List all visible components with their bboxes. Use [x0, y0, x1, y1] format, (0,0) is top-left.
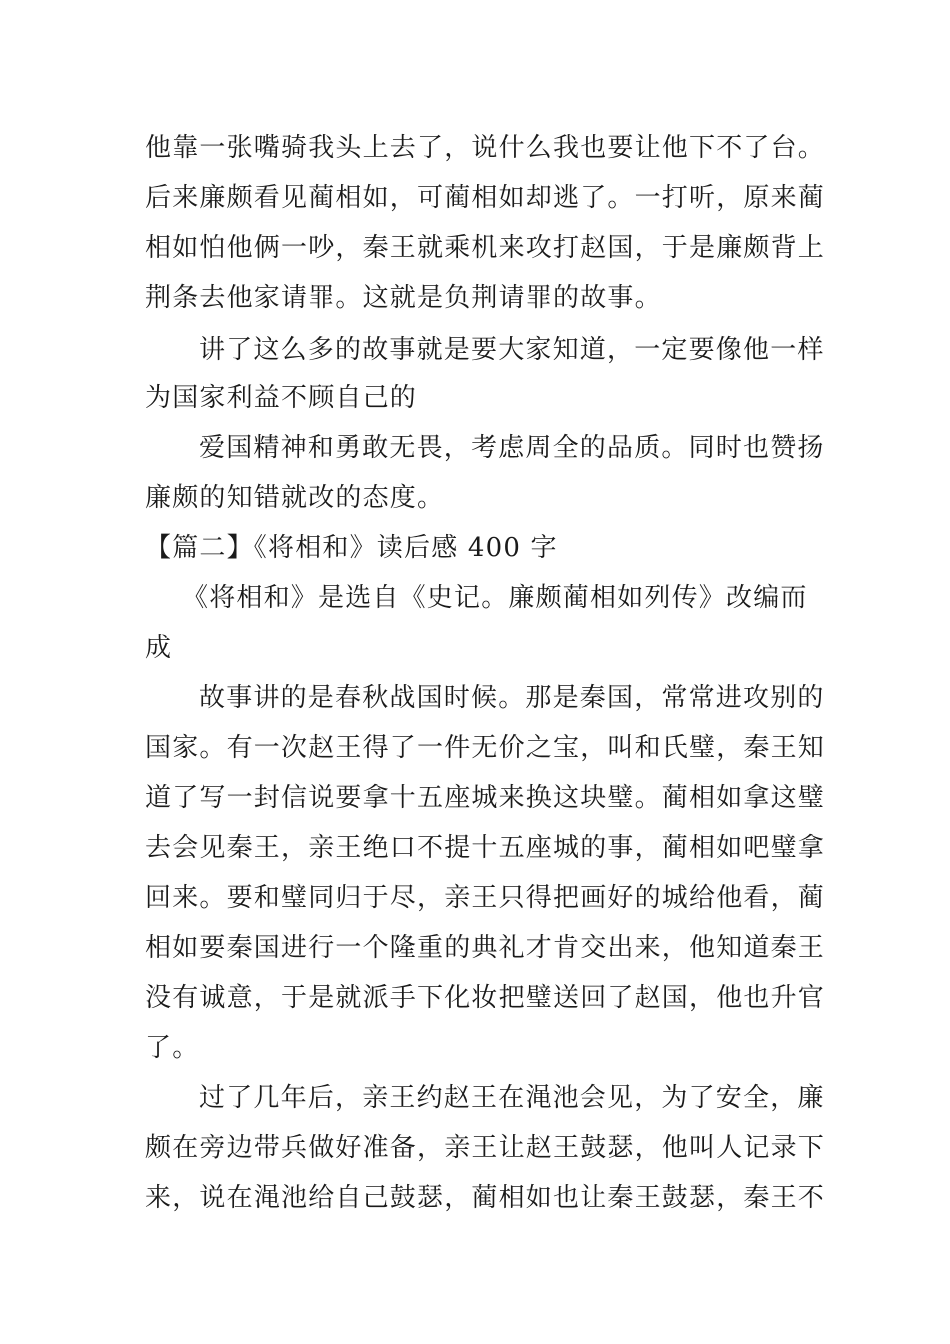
text-line: 回来。要和璧同归于尽，亲王只得把画好的城给他看，蔺: [145, 883, 826, 913]
text-line: 为国家利益不顾自己的: [145, 383, 418, 413]
text-line: 《将相和》是选自《史记。廉颇蔺相如列传》改编而: [182, 583, 808, 613]
text-line: 颇在旁边带兵做好准备，亲王让赵王鼓瑟，他叫人记录下: [145, 1133, 826, 1163]
text-line: 相如要秦国进行一个隆重的典礼才肯交出来，他知道秦王: [145, 933, 826, 963]
text-line: 荆条去他家请罪。这就是负荆请罪的故事。: [145, 283, 662, 313]
text-line: 过了几年后，亲王约赵王在渑池会见，为了安全，廉: [199, 1083, 825, 1113]
section-heading: 【篇二】《将相和》读后感 400 字: [145, 533, 558, 563]
text-line: 成: [145, 633, 173, 663]
text-line: 爱国精神和勇敢无畏，考虑周全的品质。同时也赞扬: [199, 433, 825, 463]
text-line: 相如怕他俩一吵，秦王就乘机来攻打赵国，于是廉颇背上: [145, 233, 826, 263]
text-line: 廉颇的知错就改的态度。: [145, 483, 445, 513]
text-line: 来，说在渑池给自己鼓瑟，蔺相如也让秦王鼓瑟，秦王不: [145, 1183, 826, 1213]
text-line: 道了写一封信说要拿十五座城来换这块璧。蔺相如拿这璧: [145, 783, 826, 813]
text-line: 后来廉颇看见蔺相如，可蔺相如却逃了。一打听，原来蔺: [145, 183, 826, 213]
text-line: 故事讲的是春秋战国时候。那是秦国，常常进攻别的: [199, 683, 825, 713]
text-line: 讲了这么多的故事就是要大家知道，一定要像他一样: [199, 335, 825, 365]
text-line: 去会见秦王，亲王绝口不提十五座城的事，蔺相如吧璧拿: [145, 833, 826, 863]
text-line: 没有诚意，于是就派手下化妆把璧送回了赵国，他也升官: [145, 983, 826, 1013]
text-line: 他靠一张嘴骑我头上去了，说什么我也要让他下不了台。: [145, 133, 826, 163]
text-line: 了。: [145, 1033, 200, 1063]
text-line: 国家。有一次赵王得了一件无价之宝，叫和氏璧，秦王知: [145, 733, 826, 763]
